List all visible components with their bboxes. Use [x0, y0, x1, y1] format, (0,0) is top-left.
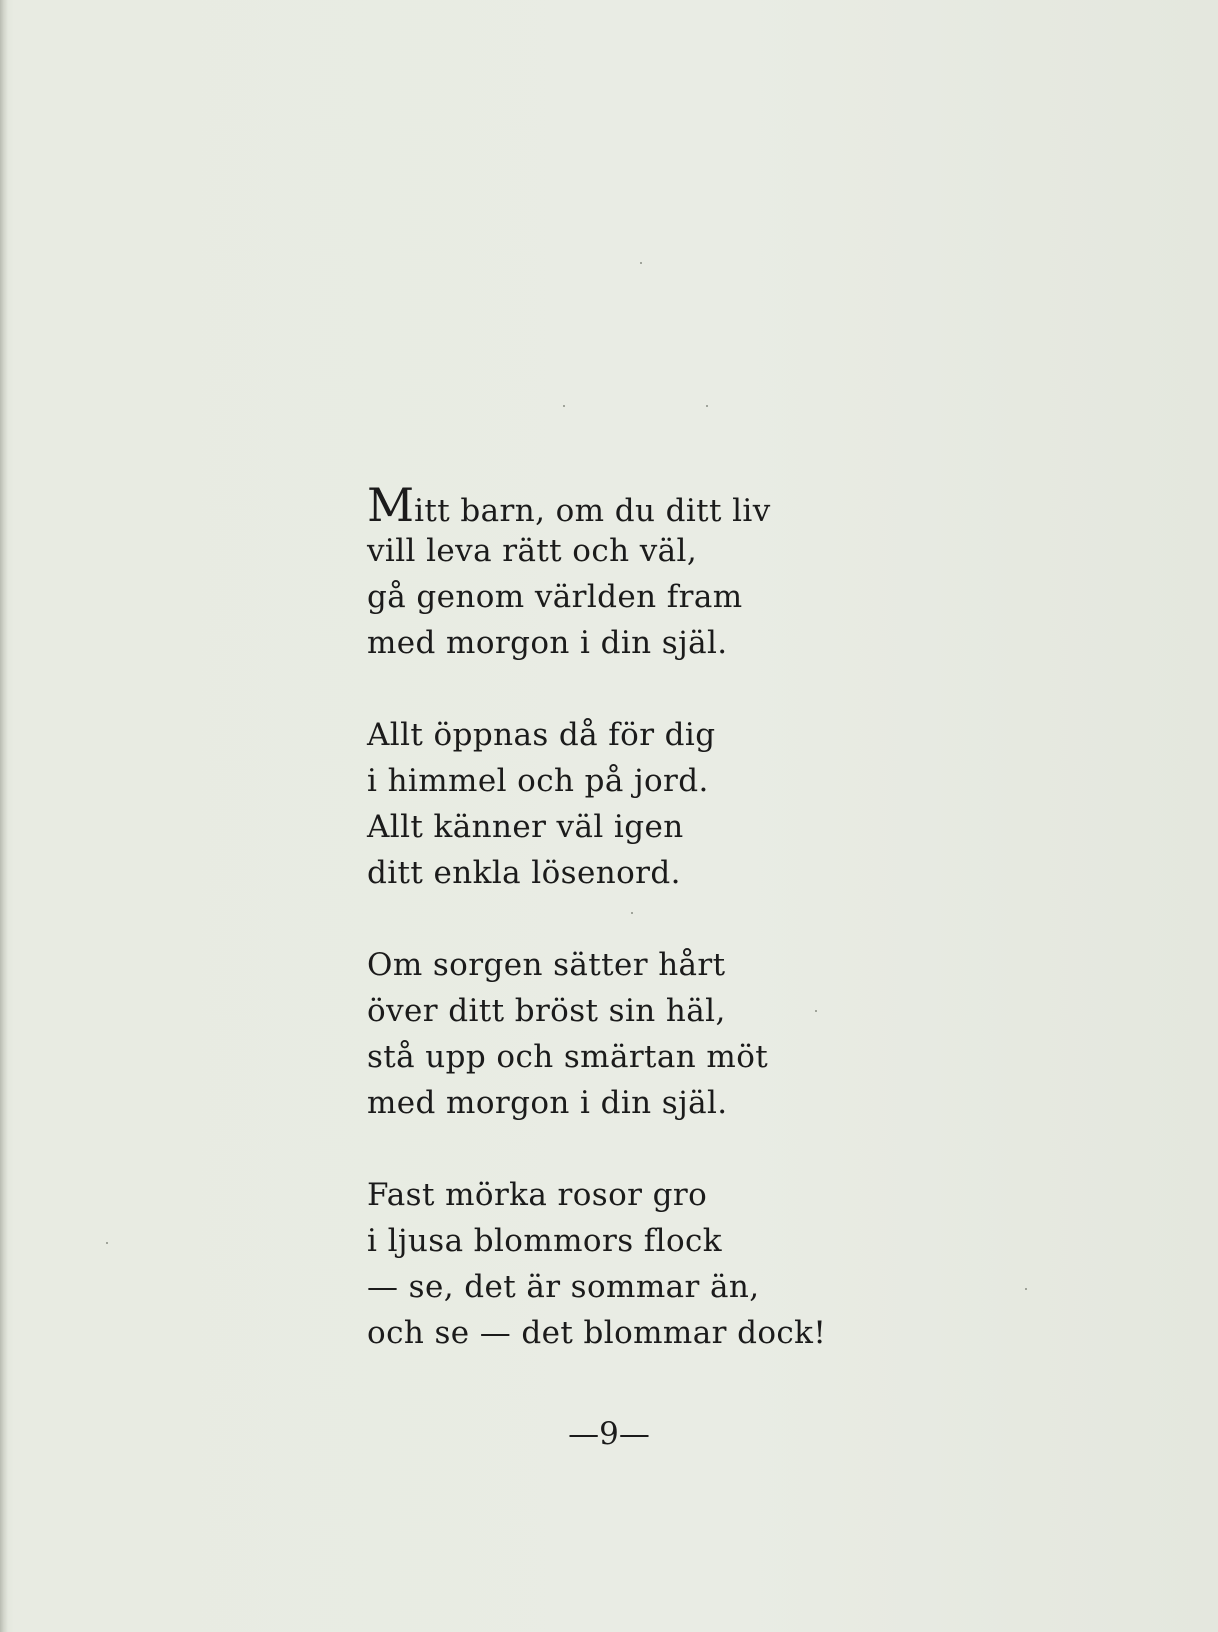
drop-cap: M [367, 478, 415, 532]
poem-line: med morgon i din själ. [367, 1085, 728, 1121]
poem-line: stå upp och smärtan möt [367, 1039, 769, 1075]
poem-line-text: itt barn, om du ditt liv [414, 493, 771, 529]
poem-line: i himmel och på jord. [367, 763, 709, 799]
poem-line: Allt känner väl igen [367, 809, 684, 845]
poem-line: — se, det är sommar än, [367, 1269, 760, 1305]
stanza-3 [367, 942, 827, 1126]
poem-line [367, 478, 827, 532]
paper-speck [1025, 1288, 1027, 1290]
paper-speck [106, 1242, 108, 1244]
poem-line: och se — det blommar dock! [367, 1315, 827, 1351]
poem-line: ditt enkla lösenord. [367, 855, 681, 891]
paper-speck [640, 262, 642, 264]
poem-line: vill leva rätt och väl, [367, 533, 698, 569]
paper-speck [706, 405, 708, 407]
poem-line: i ljusa blommors flock [367, 1223, 722, 1259]
stanza-2 [367, 712, 827, 896]
poem-line: gå genom världen fram [367, 579, 743, 615]
poem [367, 478, 827, 1402]
poem-line: Allt öppnas då för dig [367, 717, 716, 753]
poem-line: Fast mörka rosor gro [367, 1177, 708, 1213]
poem-line: med morgon i din själ. [367, 625, 728, 661]
poem-line: Om sorgen sätter hårt [367, 947, 726, 983]
page-number: —9— [568, 1416, 650, 1452]
poem-line: över ditt bröst sin häl, [367, 993, 726, 1029]
page-binding-edge [0, 0, 8, 1632]
stanza-1 [367, 478, 827, 666]
stanza-4 [367, 1172, 827, 1356]
paper-speck [563, 405, 565, 407]
